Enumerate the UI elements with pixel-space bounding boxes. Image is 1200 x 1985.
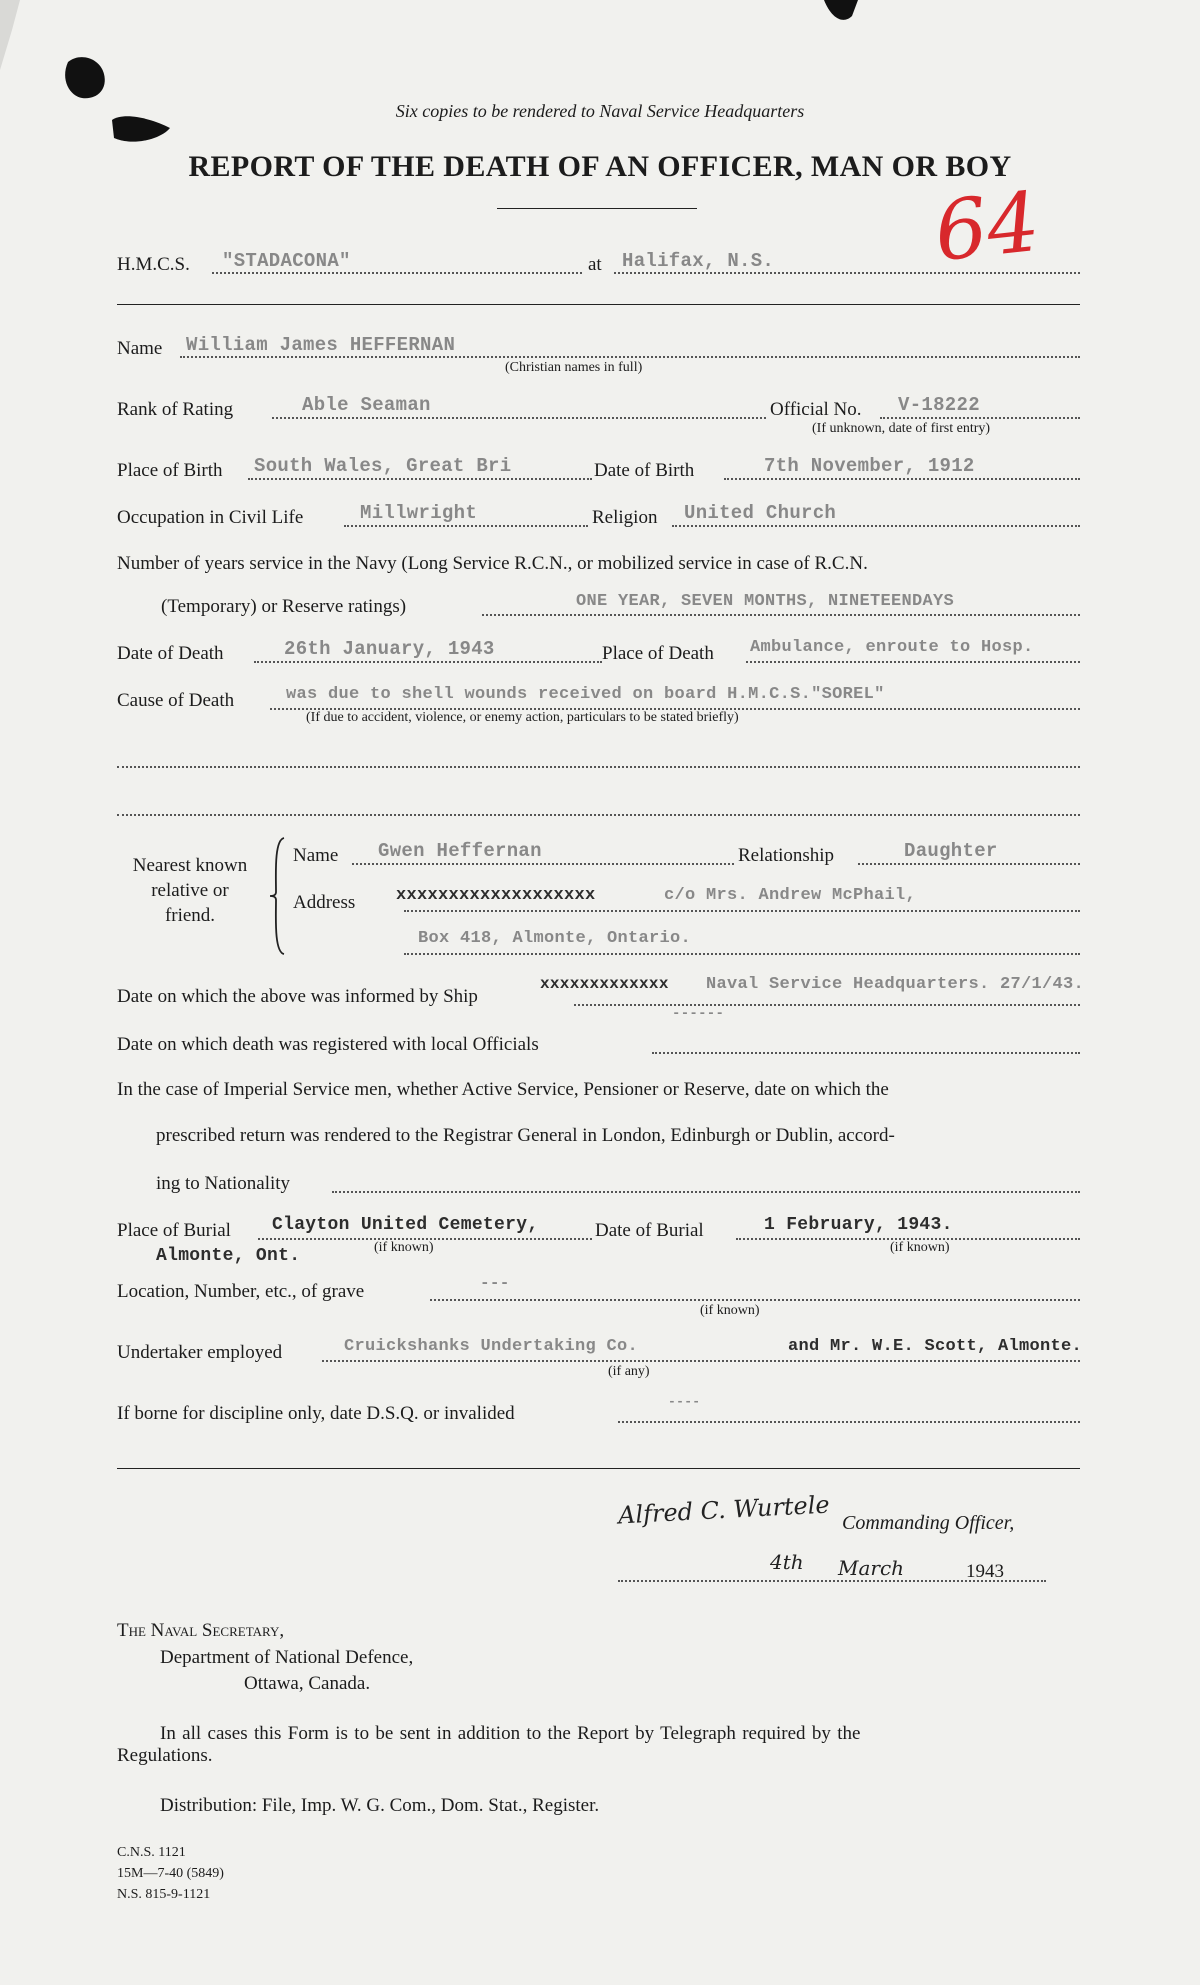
date-of-birth-value: 7th November, 1912 xyxy=(764,455,975,477)
religion-label: Religion xyxy=(592,507,658,528)
service-years-value: ONE YEAR, SEVEN MONTHS, NINETEENDAYS xyxy=(576,592,955,611)
relationship-line xyxy=(858,863,1080,865)
imperial-text-3: ing to Nationality xyxy=(156,1173,291,1194)
cause-of-death-value: was due to shell wounds received on board H.M.C.S."SOREL" xyxy=(286,685,885,704)
relative-address-value-2: Box 418, Almonte, Ontario. xyxy=(418,929,692,948)
name-label: Name xyxy=(117,338,163,359)
occupation-line xyxy=(344,525,588,527)
telegraph-note-line-2: Regulations. xyxy=(117,1745,213,1766)
religion-line xyxy=(672,525,1080,527)
place-of-death-label: Place of Death xyxy=(602,643,714,664)
place-of-birth-label: Place of Birth xyxy=(117,460,223,481)
rank-value: Able Seaman xyxy=(302,394,431,416)
place-of-death-value: Ambulance, enroute to Hosp. xyxy=(750,638,1034,657)
hmcs-value: "STADACONA" xyxy=(222,250,351,272)
relative-group-label-1: Nearest known xyxy=(132,855,248,876)
undertaker-value: Cruickshanks Undertaking Co. xyxy=(344,1337,639,1356)
telegraph-note-line-1: In all cases this Form is to be sent in addition to the Report by Telegraph required by the xyxy=(160,1723,861,1744)
place-of-birth-value: South Wales, Great Bri xyxy=(254,455,512,477)
form-code-2: 15M—7-40 (5849) xyxy=(117,1866,224,1881)
signature-date-month: March xyxy=(838,1556,905,1580)
official-no-value: V-18222 xyxy=(898,394,980,416)
occupation-value: Millwright xyxy=(360,502,478,524)
hmcs-label: H.M.C.S. xyxy=(117,254,190,275)
grave-value: --- xyxy=(480,1274,510,1292)
date-of-burial-label: Date of Burial xyxy=(595,1220,704,1241)
red-handwritten-number: 64 xyxy=(930,174,1045,281)
relative-address-label: Address xyxy=(293,892,356,913)
date-of-death-label: Date of Death xyxy=(117,643,224,664)
undertaker-hint: (if any) xyxy=(608,1364,650,1379)
place-of-burial-value: Clayton United Cemetery, xyxy=(272,1215,539,1235)
at-label: at xyxy=(588,254,602,275)
name-line xyxy=(180,356,1080,358)
informed-value: Naval Service Headquarters. 27/1/43. xyxy=(706,975,1085,994)
distribution-line: Distribution: File, Imp. W. G. Com., Dom. Stat., Register. xyxy=(160,1795,600,1816)
form-title: REPORT OF THE DEATH OF AN OFFICER, MAN OR BOY xyxy=(188,150,1012,183)
official-no-hint: (If unknown, date of first entry) xyxy=(812,421,991,436)
date-of-death-line xyxy=(254,661,602,663)
grave-hint: (if known) xyxy=(700,1303,760,1318)
imperial-line xyxy=(332,1191,1080,1193)
signature-date-year: 1943 xyxy=(966,1561,1004,1582)
imperial-text-1: In the case of Imperial Service men, whether Active Service, Pensioner or Reserve, date on which the xyxy=(117,1079,889,1100)
place-of-burial-label: Place of Burial xyxy=(117,1220,231,1241)
at-value: Halifax, N.S. xyxy=(622,250,775,272)
place-of-burial-value-2: Almonte, Ont. xyxy=(156,1246,301,1266)
religion-value: United Church xyxy=(684,502,837,524)
commanding-officer-label: Commanding Officer, xyxy=(842,1512,1015,1534)
discipline-line xyxy=(618,1421,1080,1423)
place-of-burial-hint: (if known) xyxy=(374,1240,434,1255)
service-years-line xyxy=(482,614,1080,616)
registered-label: Date on which death was registered with local Officials xyxy=(117,1034,539,1055)
undertaker-line xyxy=(322,1360,1080,1362)
date-of-burial-value: 1 February, 1943. xyxy=(764,1215,953,1235)
service-years-label-1: Number of years service in the Navy (Long Service R.C.N., or mobilized service in case of R.C.N. xyxy=(117,553,868,574)
relative-group-label-2: relative or xyxy=(151,880,229,901)
name-hint: (Christian names in full) xyxy=(505,360,643,375)
date-of-burial-hint: (if known) xyxy=(890,1240,950,1255)
copies-note: Six copies to be rendered to Naval Service Headquarters xyxy=(395,101,805,121)
relative-name-line xyxy=(352,863,734,865)
cause-extra-line-2 xyxy=(117,814,1080,816)
cause-of-death-hint: (If due to accident, violence, or enemy action, particulars to be stated briefly) xyxy=(306,710,739,725)
occupation-label: Occupation in Civil Life xyxy=(117,507,304,528)
relative-address-line-2 xyxy=(404,953,1080,955)
registered-line xyxy=(652,1052,1080,1054)
relative-brace xyxy=(268,836,288,956)
signature-date-day: 4th xyxy=(770,1550,804,1574)
naval-secretary-line-3: Ottawa, Canada. xyxy=(244,1673,371,1694)
informed-line xyxy=(574,1004,1080,1006)
grave-line xyxy=(430,1299,1080,1301)
torn-corner-marks xyxy=(0,0,180,150)
place-of-death-line xyxy=(746,661,1080,663)
relationship-label: Relationship xyxy=(738,845,835,866)
rank-label: Rank of Rating xyxy=(117,399,234,420)
form-code-3: N.S. 815-9-1121 xyxy=(117,1887,211,1902)
footer-divider xyxy=(117,1468,1080,1469)
official-no-line xyxy=(880,417,1080,419)
rank-line xyxy=(272,417,766,419)
address-struck-text: xxxxxxxxxxxxxxxxxxx xyxy=(396,886,596,905)
title-underline xyxy=(497,208,697,209)
header-divider xyxy=(117,304,1080,305)
relative-address-value-1: c/o Mrs. Andrew McPhail, xyxy=(664,886,917,905)
service-years-label-2: (Temporary) or Reserve ratings) xyxy=(161,596,407,617)
relative-name-label: Name xyxy=(293,845,339,866)
undertaker-value-2: and Mr. W.E. Scott, Almonte. xyxy=(788,1337,1083,1356)
name-value: William James HEFFERNAN xyxy=(186,334,456,356)
date-of-death-value: 26th January, 1943 xyxy=(284,638,495,660)
torn-top-mark xyxy=(822,0,862,24)
hmcs-line xyxy=(212,272,582,274)
place-of-birth-line xyxy=(248,478,592,480)
date-of-birth-label: Date of Birth xyxy=(594,460,695,481)
date-of-birth-line xyxy=(724,478,1080,480)
undertaker-label: Undertaker employed xyxy=(117,1342,283,1363)
cause-of-death-label: Cause of Death xyxy=(117,690,235,711)
official-no-label: Official No. xyxy=(770,399,862,420)
grave-label: Location, Number, etc., of grave xyxy=(117,1281,365,1302)
at-line xyxy=(614,272,1080,274)
discipline-value: ---- xyxy=(668,1394,701,1409)
relative-group-label-3: friend. xyxy=(164,905,216,926)
relationship-value: Daughter xyxy=(904,840,998,862)
relative-address-line-1 xyxy=(404,910,1080,912)
relative-name-value: Gwen Heffernan xyxy=(378,840,542,862)
naval-secretary-line-2: Department of National Defence, xyxy=(160,1647,414,1668)
informed-label: Date on which the above was informed by Ship xyxy=(117,986,478,1007)
naval-secretary-line-1: The Naval Secretary, xyxy=(117,1620,285,1641)
discipline-label: If borne for discipline only, date D.S.Q. or invalided xyxy=(117,1403,515,1424)
registered-value: ------ xyxy=(672,1006,725,1022)
commanding-officer-signature: Alfred C. Wurtele xyxy=(617,1490,831,1530)
informed-struck-text: xxxxxxxxxxxxx xyxy=(540,975,669,993)
form-code-1: C.N.S. 1121 xyxy=(117,1845,186,1860)
imperial-text-2: prescribed return was rendered to the Registrar General in London, Edinburgh or Dublin, accord- xyxy=(156,1125,895,1146)
cause-extra-line-1 xyxy=(117,766,1080,768)
